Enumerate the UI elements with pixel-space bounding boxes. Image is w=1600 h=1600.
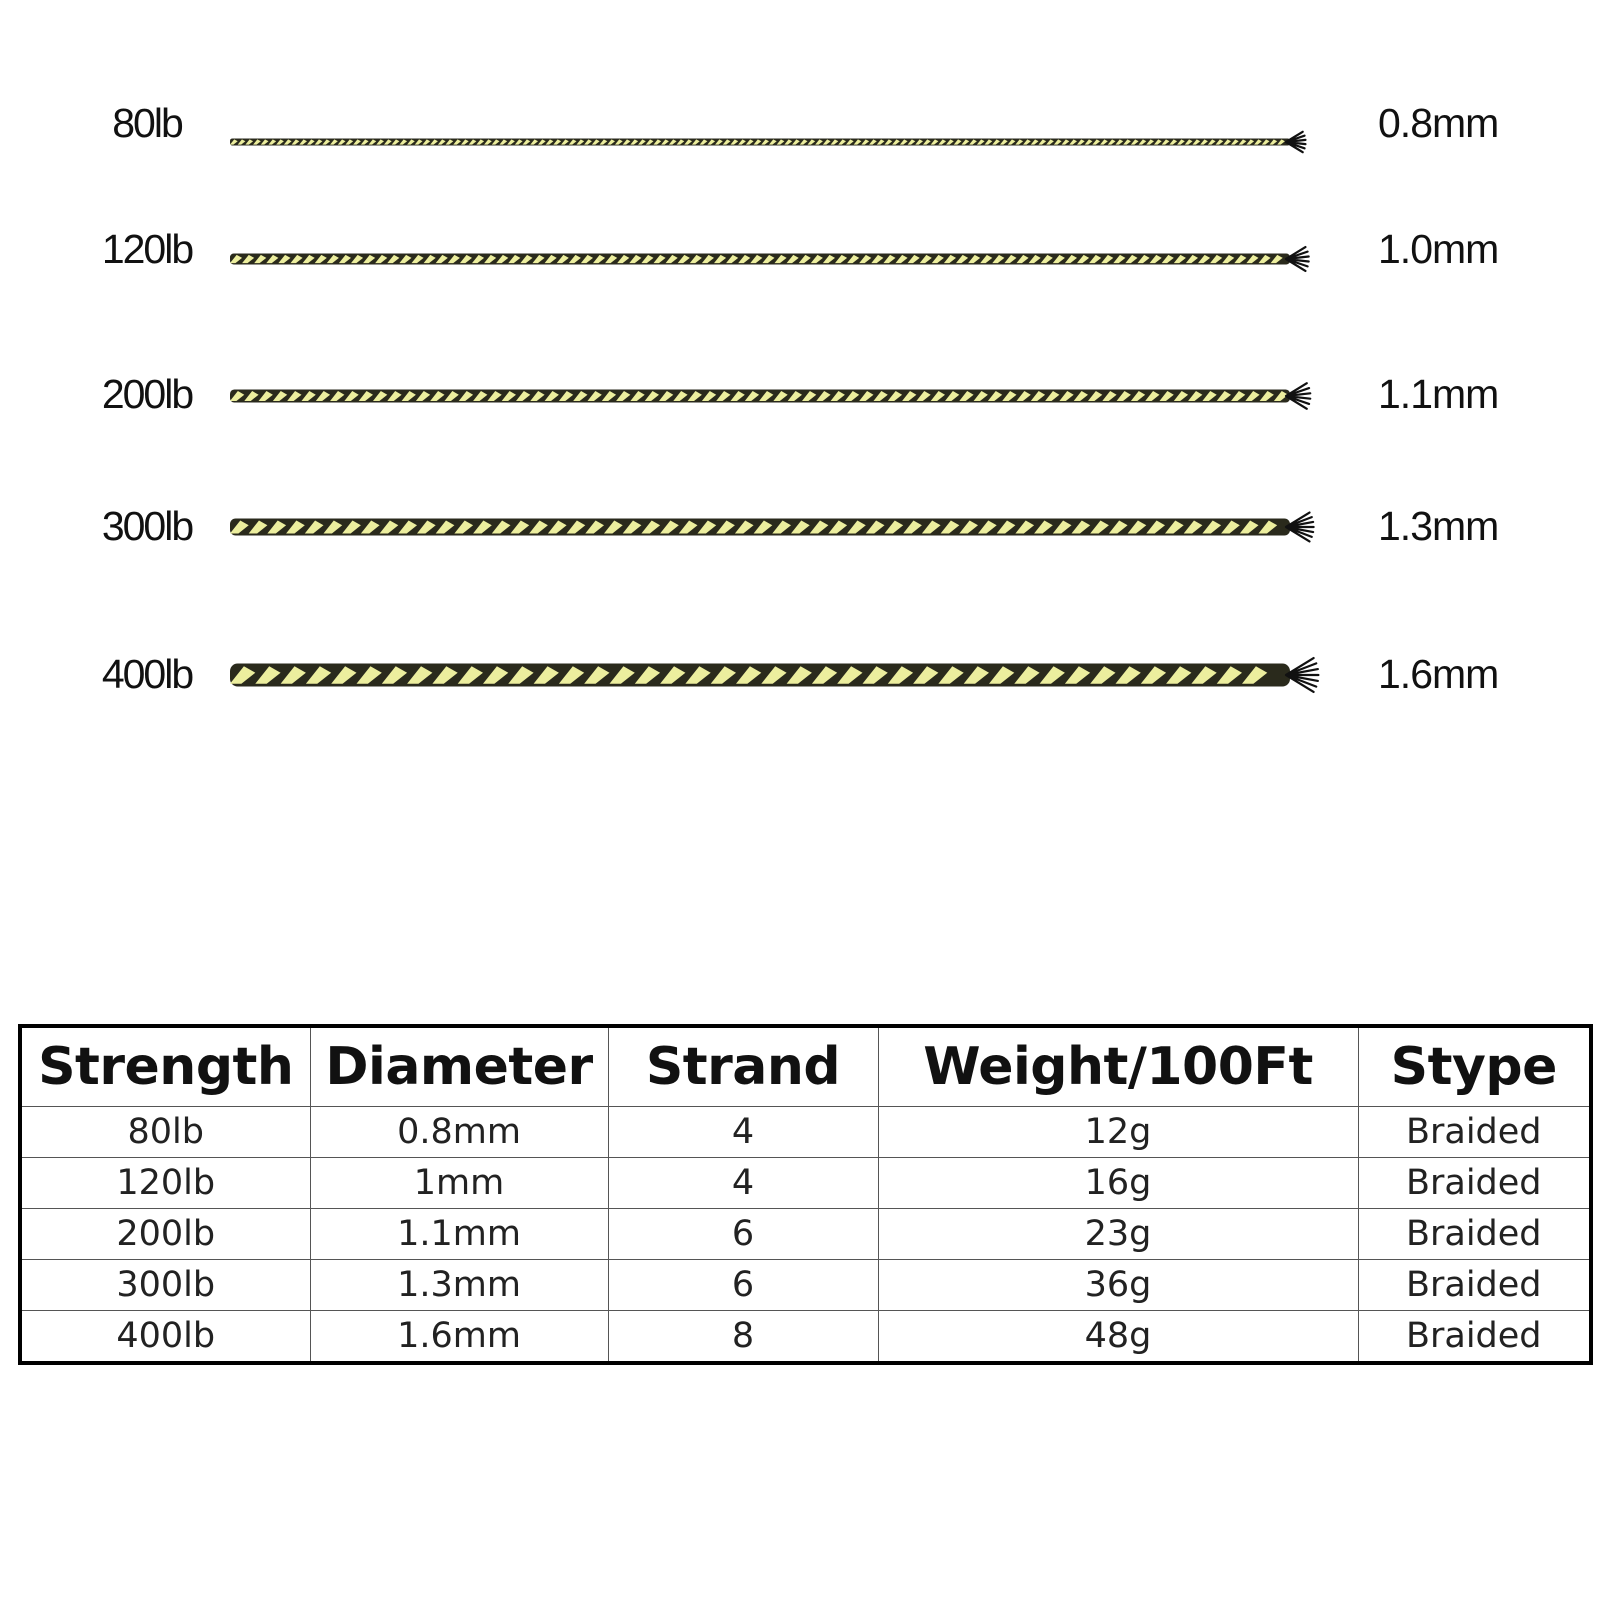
- rope-diameter-label: 0.8mm: [1378, 100, 1499, 146]
- cell-strand: 6: [608, 1260, 878, 1311]
- cell-strand: 8: [608, 1311, 878, 1364]
- rope-row-400lb: [0, 651, 1600, 731]
- rope-strength-label: 400lb: [101, 651, 193, 697]
- cell-strength: 400lb: [20, 1311, 310, 1364]
- header-weight: Weight/100Ft: [878, 1026, 1358, 1107]
- rope-row-200lb: [0, 371, 1600, 451]
- spec-table-header: [20, 1026, 1591, 1107]
- table-row: [20, 1260, 1591, 1311]
- cell-diameter: 0.8mm: [310, 1107, 608, 1158]
- header-stype: Stype: [1358, 1026, 1591, 1107]
- rope-strength-label: 200lb: [101, 371, 193, 417]
- cell-stype: Braided: [1358, 1107, 1591, 1158]
- rope-row-120lb: [0, 226, 1600, 306]
- cell-strength: 120lb: [20, 1158, 310, 1209]
- header-strand: Strand: [608, 1026, 878, 1107]
- cell-weight: 23g: [878, 1209, 1358, 1260]
- rope-image-80lb: [230, 112, 1360, 172]
- spec-table-body: [20, 1107, 1591, 1364]
- rope-image-300lb: [230, 497, 1360, 557]
- header-strength: Strength: [20, 1026, 310, 1107]
- cell-diameter: 1.3mm: [310, 1260, 608, 1311]
- rope-row-80lb: [0, 100, 1600, 180]
- cell-strand: 4: [608, 1158, 878, 1209]
- cell-stype: Braided: [1358, 1158, 1591, 1209]
- cell-diameter: 1.6mm: [310, 1311, 608, 1364]
- table-row: [20, 1107, 1591, 1158]
- cell-diameter: 1mm: [310, 1158, 608, 1209]
- table-row: [20, 1311, 1591, 1364]
- table-row: [20, 1158, 1591, 1209]
- rope-strength-label: 300lb: [101, 503, 193, 549]
- rope-row-300lb: [0, 503, 1600, 583]
- spec-table: [18, 1024, 1593, 1365]
- rope-diameter-label: 1.0mm: [1378, 226, 1499, 272]
- cell-diameter: 1.1mm: [310, 1209, 608, 1260]
- rope-diameter-label: 1.1mm: [1378, 371, 1499, 417]
- rope-image-120lb: [230, 229, 1360, 289]
- rope-image-400lb: [230, 645, 1360, 705]
- cell-weight: 12g: [878, 1107, 1358, 1158]
- rope-diameter-label: 1.3mm: [1378, 503, 1499, 549]
- cell-stype: Braided: [1358, 1260, 1591, 1311]
- header-diameter: Diameter: [310, 1026, 608, 1107]
- cell-stype: Braided: [1358, 1209, 1591, 1260]
- rope-diameter-label: 1.6mm: [1378, 651, 1499, 697]
- cell-strand: 4: [608, 1107, 878, 1158]
- rope-strength-label: 80lb: [112, 100, 182, 146]
- cell-stype: Braided: [1358, 1311, 1591, 1364]
- cell-strength: 80lb: [20, 1107, 310, 1158]
- cell-weight: 48g: [878, 1311, 1358, 1364]
- rope-samples: [0, 0, 1600, 760]
- rope-strength-label: 120lb: [101, 226, 193, 272]
- cell-strength: 200lb: [20, 1209, 310, 1260]
- table-row: [20, 1209, 1591, 1260]
- cell-weight: 36g: [878, 1260, 1358, 1311]
- rope-image-200lb: [230, 366, 1360, 426]
- cell-strand: 6: [608, 1209, 878, 1260]
- cell-strength: 300lb: [20, 1260, 310, 1311]
- header-row: [20, 1026, 1591, 1107]
- cell-weight: 16g: [878, 1158, 1358, 1209]
